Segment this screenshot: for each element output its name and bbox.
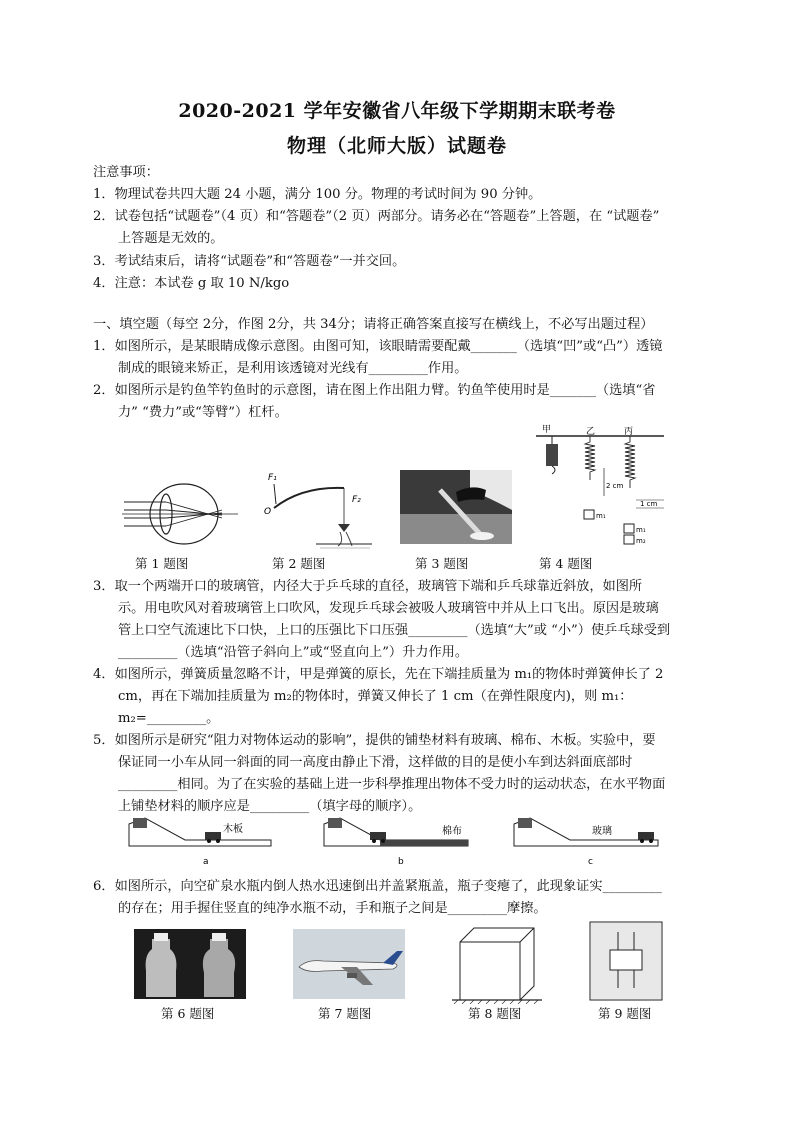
figure-8-caption: 第 8 题图: [468, 1006, 522, 1021]
question-5-line-2: 保证同一小车从同一斜面的同一高度由静止下滑，这样做的目的是使小车到达斜面底部时: [118, 755, 633, 770]
fishing-rod-figure: [262, 466, 372, 551]
exam-subtitle: 物理（北师大版）试题卷: [286, 135, 507, 157]
label-m2-bing: m₂: [636, 537, 646, 545]
question-4-line-2: cm，再在下端加挂质量为 m₂的物体时，弹簧又伸长了 1 cm（在弹性限度内)，则 m₁：: [118, 689, 633, 704]
water-bottles-photo: [134, 929, 246, 999]
label-2cm: 2 cm: [606, 482, 624, 490]
notice-item-2-cont: 上答题是无效的。: [118, 231, 224, 246]
eye-diagram-figure: [122, 478, 242, 548]
airplane-photo: [293, 929, 405, 999]
figure-2-caption: 第 2 题图: [272, 556, 326, 571]
ramp-figure-a: [125, 812, 275, 868]
figure-9-caption: 第 9 题图: [598, 1006, 652, 1021]
figure-3-caption: 第 3 题图: [415, 556, 469, 571]
letter-c: c: [588, 857, 593, 867]
question-6-line-2: 的存在；用手握住竖直的纯净水瓶不动，手和瓶子之间是_________摩擦。: [118, 901, 547, 916]
cube-figure: [452, 922, 544, 1004]
question-5-line-1: 5．如图所示是研究“阻力对物体运动的影响”，提供的铺垫材料有玻璃、棉布、木板。实验中，要: [93, 733, 656, 748]
question-2-line-1: 2．如图所示是钓鱼竿钓鱼时的示意图，请在图上作出阻力臂。钓鱼竿使用时是_______（选填“省: [93, 383, 656, 398]
label-cotton: 棉布: [442, 826, 462, 837]
hair-dryer-photo: [400, 470, 512, 544]
question-5-line-4: 上铺垫材料的顺序应是_________（填字母的顺序）。: [118, 799, 422, 814]
ramp-figure-b: [320, 812, 472, 868]
figure-1-caption: 第 1 题图: [135, 556, 189, 571]
figure-6-caption: 第 6 题图: [161, 1006, 215, 1021]
question-5-line-3: _________相同。为了在实验的基础上进一步科學推理出物体不受力时的运动状态，在水平物面: [118, 777, 666, 792]
label-f1: F₁: [268, 473, 277, 483]
notice-item-3: 3．考试结束后，请将“试题卷”和“答题卷”一并交回。: [93, 254, 406, 269]
label-jia: 甲: [542, 425, 552, 435]
letter-a: a: [203, 857, 209, 867]
label-m1-yi: m₁: [596, 512, 606, 520]
label-f2: F₂: [352, 495, 361, 505]
question-2-line-2: 力” “费力”或“等臂”）杠杆。: [118, 405, 288, 420]
question-1-line-2: 制成的眼镜来矫正，是利用该透镜对光线有_________作用。: [118, 361, 468, 376]
question-1-line-1: 1．如图所示，是某眼睛成像示意图。由图可知，该眼睛需要配戴_______（选填“凹”或“凸”）透镜: [93, 339, 663, 354]
label-1cm: 1 cm: [640, 500, 658, 508]
label-bing: 丙: [624, 427, 634, 437]
question-3-line-2: 示。用电吹风对着玻璃管上口吹风，发现乒乓球会被吸人玻璃管中并从上口飞出。原因是玻璃: [118, 601, 659, 616]
notice-item-1: 1．物理试卷共四大题 24 小题，满分 100 分。物理的考试时间为 90 分钟。: [93, 187, 542, 202]
label-yi: 乙: [586, 427, 596, 437]
notice-item-4: 4．注意：本试卷 g 取 10 N/kgo: [93, 276, 290, 291]
question-4-line-3: m₂=_________。: [118, 711, 220, 726]
letter-b: b: [398, 857, 404, 867]
figure-4-caption: 第 4 题图: [539, 556, 593, 571]
question-4-line-1: 4．如图所示，弹簧质量忽略不计，甲是弹簧的原长，先在下端挂质量为 m₁的物体时弹簧伸长了 2: [93, 667, 664, 682]
question-6-line-1: 6．如图所示，向空矿泉水瓶内倒人热水迅速倒出并盖紧瓶盖，瓶子变瘪了，此现象证实_________: [93, 879, 662, 894]
question-3-line-3: 管上口空气流速比下口快，上口的压强比下口压强_________（选填“大”或 “小”）使乒乓球受到: [118, 623, 671, 638]
exam-title: 2020-2021 学年安徽省八年级下学期期末联考卷: [178, 100, 616, 122]
label-o: O: [264, 507, 272, 517]
board-block-figure: [586, 920, 666, 1004]
springs-figure: [536, 424, 666, 548]
ramp-figure-c: [510, 812, 662, 868]
figure-7-caption: 第 7 题图: [318, 1006, 372, 1021]
label-m1-bing: m₁: [636, 526, 646, 534]
label-wood: 木板: [223, 824, 243, 835]
notice-heading: 注意事项：: [93, 165, 159, 180]
label-glass: 玻璃: [592, 826, 612, 837]
notice-item-2: 2．试卷包括“试题卷”（4 页）和“答题卷”（2 页）两部分。请务必在“答题卷”上答题，在 “试题卷”: [93, 209, 660, 224]
question-3-line-1: 3．取一个两端开口的玻璃管，内径大于乒乓球的直径，玻璃管下端和乒乓球靠近斜放，如图所: [93, 579, 643, 594]
question-3-line-4: _________（选填“沿管子斜向上”或“竖直向上”）升力作用。: [118, 645, 469, 660]
section-heading: 一、填空题（每空 2分，作图 2分，共 34分；请将正确答案直接写在横线上，不必写出题过程）: [93, 317, 654, 332]
